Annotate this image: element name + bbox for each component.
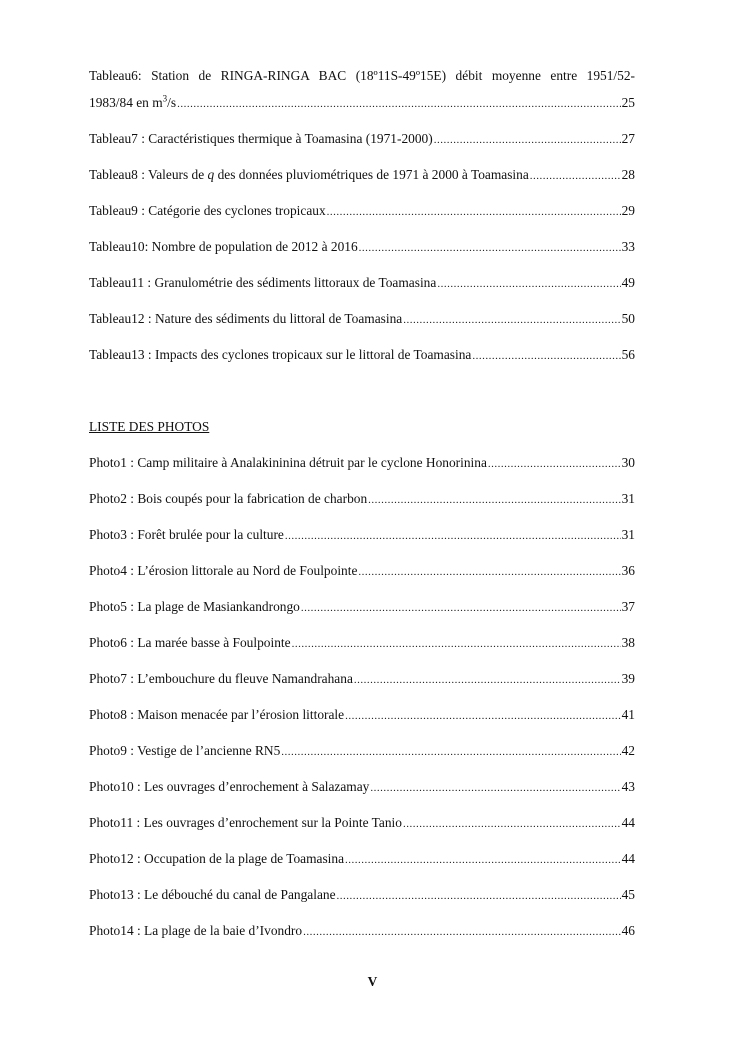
toc-entry-photo3[interactable] xyxy=(89,526,635,545)
toc-page-number: 45 xyxy=(621,887,635,902)
toc-entry-photo14[interactable] xyxy=(89,922,635,941)
toc-entry-label: Photo5 : La plage de Masiankandrongo xyxy=(89,599,300,614)
toc-entry-tableau10[interactable] xyxy=(89,238,635,257)
toc-entry-label: Tableau13 : Impacts des cyclones tropicaux sur le littoral de Toamasina xyxy=(89,347,472,362)
toc-page-number: 38 xyxy=(621,635,635,650)
toc-entry-label: Photo8 : Maison menacée par l’érosion littorale xyxy=(89,707,345,722)
toc-page-number: 46 xyxy=(621,923,635,938)
dot-leader xyxy=(292,635,621,653)
dot-leader xyxy=(177,95,621,113)
toc-page-number: 42 xyxy=(621,743,635,758)
toc-entry-photo13[interactable] xyxy=(89,886,635,905)
toc-entry-label: Tableau12 : Nature des sédiments du littoral de Toamasina xyxy=(89,311,403,326)
toc-page-number: 36 xyxy=(621,563,635,578)
toc-page-number: 28 xyxy=(621,167,635,182)
toc-entry-label: Tableau6: Station de RINGA-RINGA BAC (18º11S-49º15E) débit moyenne entre 1951/52- xyxy=(89,68,635,83)
dot-leader xyxy=(345,851,621,869)
dot-leader xyxy=(301,599,621,617)
toc-entry-photo12[interactable] xyxy=(89,850,635,869)
toc-entry-tableau6-line1 xyxy=(89,67,635,85)
dot-leader xyxy=(359,239,621,257)
toc-entry-label: Photo4 : L’érosion littorale au Nord de Foulpointe xyxy=(89,563,358,578)
toc-page-number: 31 xyxy=(621,491,635,506)
toc-entry-tableau6[interactable] xyxy=(89,94,635,113)
dot-leader xyxy=(337,887,621,905)
dot-leader xyxy=(285,527,621,545)
page-number-footer: V xyxy=(367,974,378,989)
toc-entry-label: Photo7 : L’embouchure du fleuve Namandrahana xyxy=(89,671,353,686)
toc-entry-label: Tableau11 : Granulométrie des sédiments littoraux de Toamasina xyxy=(89,275,437,290)
toc-entry-photo10[interactable] xyxy=(89,778,635,797)
toc-page-number: 43 xyxy=(621,779,635,794)
toc-entry-label: Photo9 : Vestige de l’ancienne RN5 xyxy=(89,743,281,758)
toc-entry-photo1[interactable] xyxy=(89,454,635,473)
toc-page-number: 27 xyxy=(621,131,635,146)
toc-entry-photo2[interactable] xyxy=(89,490,635,509)
toc-entry-photo9[interactable] xyxy=(89,742,635,761)
toc-page-number: 29 xyxy=(621,203,635,218)
toc-entry-label: Tableau7 : Caractéristiques thermique à Toamasina (1971-2000) xyxy=(89,131,433,146)
toc-entry-tableau8[interactable] xyxy=(89,166,635,185)
toc-page-number: 44 xyxy=(621,851,635,866)
dot-leader xyxy=(303,923,621,941)
toc-entry-photo7[interactable] xyxy=(89,670,635,689)
dot-leader xyxy=(437,275,620,293)
dot-leader xyxy=(472,347,620,365)
toc-entry-label: Photo13 : Le débouché du canal de Pangalane xyxy=(89,887,336,902)
toc-entry-label: Tableau10: Nombre de population de 2012 à 2016 xyxy=(89,239,358,254)
dot-leader xyxy=(488,455,621,473)
dot-leader xyxy=(345,707,621,725)
toc-entry-label: Photo6 : La marée basse à Foulpointe xyxy=(89,635,291,650)
toc-page-number: 44 xyxy=(621,815,635,830)
toc-entry-photo6[interactable] xyxy=(89,634,635,653)
dot-leader xyxy=(327,203,621,221)
toc-entry-tableau13[interactable] xyxy=(89,346,635,365)
toc-entry-tableau11[interactable] xyxy=(89,274,635,293)
toc-entry-label: Tableau8 : Valeurs de q des données pluviométriques de 1971 à 2000 à Toamasina xyxy=(89,167,529,182)
toc-entry-tableau7[interactable] xyxy=(89,130,635,149)
toc-entry-label: Tableau9 : Catégorie des cyclones tropicaux xyxy=(89,203,326,218)
dot-leader xyxy=(370,779,620,797)
toc-page-number: 56 xyxy=(621,347,635,362)
toc-entry-tableau12[interactable] xyxy=(89,310,635,329)
dot-leader xyxy=(434,131,621,149)
toc-page-number: 39 xyxy=(621,671,635,686)
dot-leader xyxy=(403,815,621,833)
toc-entry-label: Photo12 : Occupation de la plage de Toamasina xyxy=(89,851,345,866)
section-heading-photos: LISTE DES PHOTOS xyxy=(89,419,210,434)
toc-entry-tableau9[interactable] xyxy=(89,202,635,221)
toc-entry-label: Photo2 : Bois coupés pour la fabrication de charbon xyxy=(89,491,368,506)
toc-page-number: 50 xyxy=(621,311,635,326)
toc-page-number: 30 xyxy=(621,455,635,470)
toc-page-number: 49 xyxy=(621,275,635,290)
toc-entry-label: Photo10 : Les ouvrages d’enrochement à Salazamay xyxy=(89,779,370,794)
toc-entry-label: Photo1 : Camp militaire à Analakininina détruit par le cyclone Honorinina xyxy=(89,455,487,470)
toc-page-number: 41 xyxy=(621,707,635,722)
toc-entry-photo4[interactable] xyxy=(89,562,635,581)
toc-entry-photo11[interactable] xyxy=(89,814,635,833)
dot-leader xyxy=(354,671,621,689)
toc-entry-label: Photo14 : La plage de la baie d’Ivondro xyxy=(89,923,303,938)
toc-entry-label: Photo3 : Forêt brulée pour la culture xyxy=(89,527,284,542)
toc-entry-photo8[interactable] xyxy=(89,706,635,725)
toc-page-number: 25 xyxy=(621,95,635,110)
toc-page-number: 37 xyxy=(621,599,635,614)
toc-entry-label: 1983/84 en $m^3/s$ xyxy=(89,93,177,110)
toc-page-number: 31 xyxy=(621,527,635,542)
dot-leader xyxy=(358,563,620,581)
dot-leader xyxy=(403,311,620,329)
toc-entry-photo5[interactable] xyxy=(89,598,635,617)
dot-leader xyxy=(281,743,620,761)
toc-entry-label: Photo11 : Les ouvrages d’enrochement sur la Pointe Tanio xyxy=(89,815,402,830)
dot-leader xyxy=(530,167,621,185)
dot-leader xyxy=(368,491,620,509)
toc-page-number: 33 xyxy=(621,239,635,254)
